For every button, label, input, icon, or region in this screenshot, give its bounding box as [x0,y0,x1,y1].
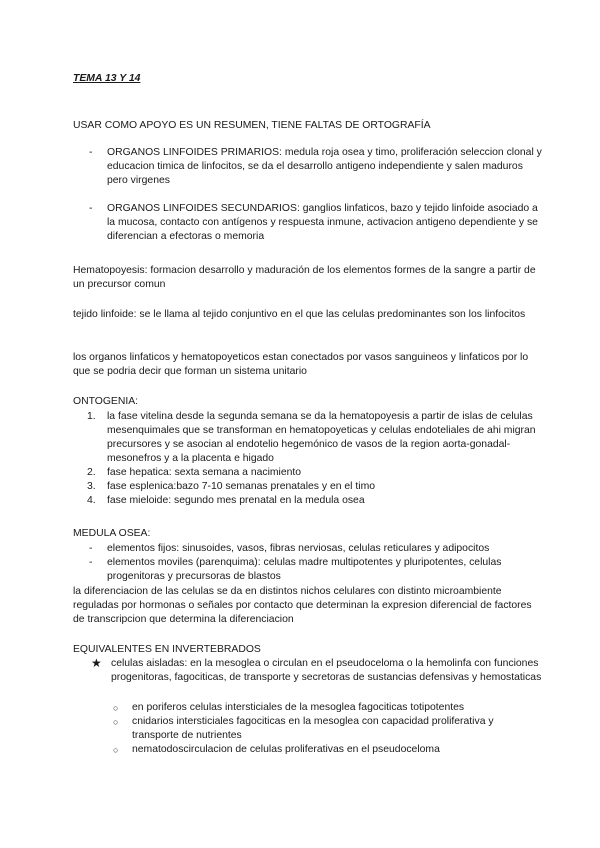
invertebrados-list [73,657,543,685]
spelling-note: USAR COMO APOYO ES UN RESUMEN, TIENE FALTAS DE ORTOGRAFÍA [73,120,431,131]
medula-list [73,542,543,584]
invertebrados-sublist [73,701,543,757]
medula-heading: MEDULA OSEA: [73,528,151,539]
diferenciacion-paragraph: la diferenciacion de las celulas se da en distintos nichos celulares con distinto microambiente reguladas por hormonas o señales por contacto que determinan la expresion diferencial de factores de transcripcion que determina la diferenciacion [73,586,532,625]
invertebrados-heading: EQUIVALENTES EN INVERTEBRADOS [73,644,261,655]
ontogenia-list [73,410,543,508]
invertebrados-subitem: ○ nematodoscirculacion de celulas proliferativas en el pseudoceloma [113,744,440,755]
invertebrados-subitem: ○ cnidarios intersticiales fagociticas en la mesoglea con capacidad proliferativa y transporte de nutrientes [113,716,494,741]
star-bullet-icon: ★ [91,656,102,670]
hematopoyesis-paragraph: Hematopoyesis: formacion desarrollo y maduración de los elementos formes de la sangre a partir de un precursor comun [73,265,536,290]
organos-list [73,146,543,244]
invertebrados-subitem: ○ en poriferos celulas intersticiales de la mesoglea fagociticas totipotentes [113,702,465,713]
circle-bullet-icon: ○ [113,717,119,727]
ontogenia-item: 2. fase hepatica: sexta semana a nacimiento [87,467,302,478]
sistema-unitario-paragraph: los organos linfaticos y hematopoyeticos estan conectados por vasos sanguineos y linfaticos por lo que se podria decir que forman un sistema unitario [73,352,529,377]
invertebrados-item: ★ celulas aisladas: en la mesoglea o circulan en el pseudoceloma o la hemolinfa con funciones progenitoras, fagociticas, de transporte y secretoras de sustancias defensivas y hemostaticas [91,656,542,683]
document-title: TEMA 13 Y 14 [73,73,141,84]
circle-bullet-icon: ○ [113,703,119,713]
organos-item-secundarios: - ORGANOS LINFOIDES SECUNDARIOS: ganglios linfaticos, bazo y tejido linfoide asociado a la mucosa, contacto con antígenos y respuesta inmune, activacion antigeno dependiente y se diferencian a efectoras o memoria [89,203,538,242]
medula-item: - elementos moviles (parenquima): celulas madre multipotentes y pluripotentes, celulas progenitoras y precursoras de blastos [89,557,502,582]
tejido-linfoide-paragraph: tejido linfoide: se le llama al tejido conjuntivo en el que las celulas predominantes son los linfocitos [73,309,526,320]
ontogenia-heading: ONTOGENIA: [73,396,139,407]
ontogenia-item: 1. la fase vitelina desde la segunda semana se da la hematopoyesis a partir de islas de celulas mesenquimales que se transforman en hematopoyeticas y celulas endoteliales de ahi migran precursores y se asocian al endotelio hegemónico de vasos de la region aorta-gonadal-mesonefros y a la placenta e higado [87,411,536,464]
medula-item: - elementos fijos: sinusoides, vasos, fibras nerviosas, celulas reticulares y adipocitos [89,543,490,554]
circle-bullet-icon: ○ [113,745,119,755]
organos-item-primarios: - ORGANOS LINFOIDES PRIMARIOS: medula roja osea y timo, proliferación seleccion clonal y educacion timica de linfocitos, se da el desarrollo antigeno independiente y salen maduros pero virgenes [89,147,542,186]
ontogenia-item: 3. fase esplenica:bazo 7-10 semanas prenatales y en el timo [87,481,376,492]
ontogenia-item: 4. fase mieloide: segundo mes prenatal en la medula osea [87,495,365,506]
